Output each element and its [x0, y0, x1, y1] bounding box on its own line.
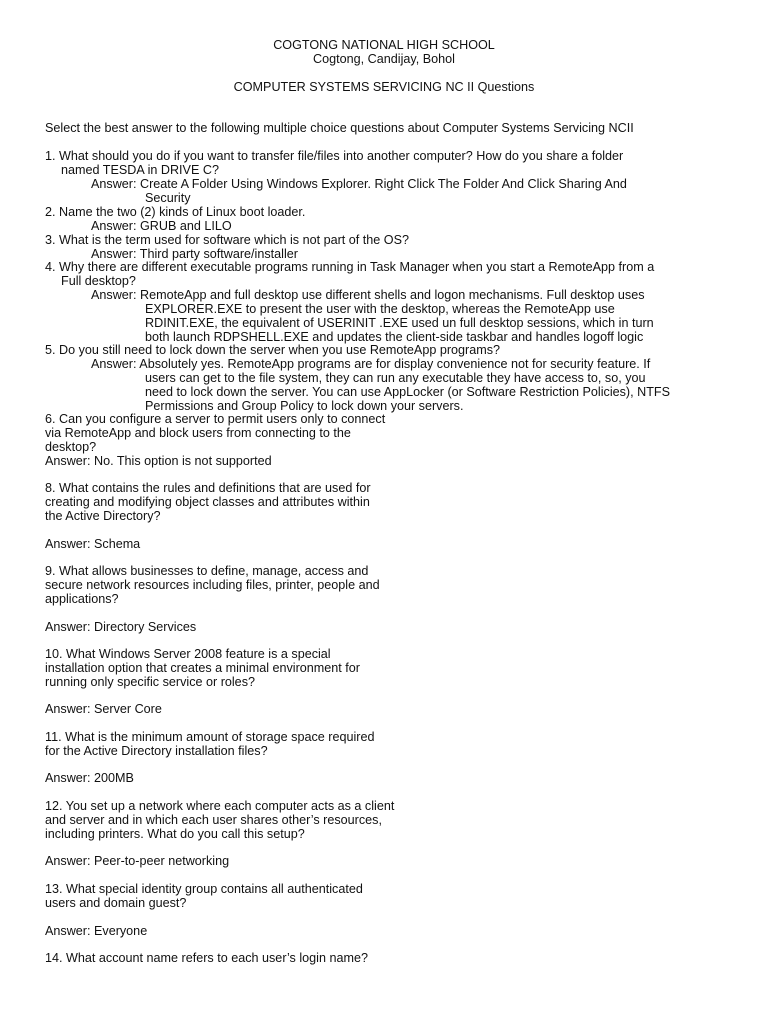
answer-8: Answer: Schema — [45, 537, 141, 551]
school-name: COGTONG NATIONAL HIGH SCHOOL — [273, 38, 495, 52]
question-10-cont: installation option that creates a minimal environment for — [45, 661, 361, 675]
instructions: Select the best answer to the following multiple choice questions about Computer Systems Servicing NCII — [45, 121, 634, 135]
answer-5-cont: users can get to the file system, they can run any executable they have access to, so, you — [145, 371, 646, 385]
answer-4: Answer: RemoteApp and full desktop use different shells and logon mechanisms. Full desktop uses — [91, 288, 645, 302]
question-6-cont: desktop? — [45, 440, 97, 454]
question-13: 13. What special identity group contains all authenticated — [45, 882, 363, 896]
question-11: 11. What is the minimum amount of storage space required — [45, 730, 375, 744]
question-12-cont: and server and in which each user shares other’s resources, — [45, 813, 382, 827]
question-6: 6. Can you configure a server to permit users only to connect — [45, 412, 386, 426]
answer-1-cont: Security — [145, 191, 191, 205]
question-1: 1. What should you do if you want to transfer file/files into another computer? How do you share a folder — [45, 149, 624, 163]
answer-10: Answer: Server Core — [45, 702, 162, 716]
answer-3: Answer: Third party software/installer — [91, 247, 298, 261]
answer-5-cont: Permissions and Group Policy to lock down your servers. — [145, 399, 464, 413]
question-12-cont: including printers. What do you call this setup? — [45, 827, 305, 841]
answer-4-cont: both launch RDPSHELL.EXE and updates the client-side taskbar and handles logoff logic — [145, 330, 644, 344]
question-9: 9. What allows businesses to define, manage, access and — [45, 564, 369, 578]
school-address: Cogtong, Candijay, Bohol — [313, 52, 455, 66]
question-11-cont: for the Active Directory installation files? — [45, 744, 268, 758]
question-1-cont: named TESDA in DRIVE C? — [61, 163, 219, 177]
answer-4-cont: EXPLORER.EXE to present the user with the desktop, whereas the RemoteApp use — [145, 302, 615, 316]
question-3: 3. What is the term used for software which is not part of the OS? — [45, 233, 409, 247]
answer-9: Answer: Directory Services — [45, 620, 197, 634]
question-13-cont: users and domain guest? — [45, 896, 187, 910]
question-2: 2. Name the two (2) kinds of Linux boot loader. — [45, 205, 306, 219]
question-9-cont: applications? — [45, 592, 119, 606]
answer-5-cont: need to lock down the server. You can use AppLocker (or Software Restriction Policies), NTFS — [145, 385, 671, 399]
question-14: 14. What account name refers to each user’s login name? — [45, 951, 368, 965]
answer-13: Answer: Everyone — [45, 924, 148, 938]
document-title: COMPUTER SYSTEMS SERVICING NC II Questions — [233, 80, 535, 94]
answer-4-cont: RDINIT.EXE, the equivalent of USERINIT .EXE used un full desktop sessions, which in turn — [145, 316, 654, 330]
question-4-cont: Full desktop? — [61, 274, 136, 288]
answer-12: Answer: Peer-to-peer networking — [45, 854, 230, 868]
answer-1: Answer: Create A Folder Using Windows Explorer. Right Click The Folder And Click Sharing And — [91, 177, 627, 191]
question-8-cont: creating and modifying object classes and attributes within — [45, 495, 370, 509]
question-4: 4. Why there are different executable programs running in Task Manager when you start a RemoteApp from a — [45, 260, 655, 274]
question-8: 8. What contains the rules and definitions that are used for — [45, 481, 371, 495]
question-10: 10. What Windows Server 2008 feature is a special — [45, 647, 331, 661]
question-5: 5. Do you still need to lock down the server when you use RemoteApp programs? — [45, 343, 501, 357]
answer-2: Answer: GRUB and LILO — [91, 219, 232, 233]
question-6-cont: via RemoteApp and block users from connecting to the — [45, 426, 351, 440]
answer-11: Answer: 200MB — [45, 771, 134, 785]
question-10-cont: running only specific service or roles? — [45, 675, 255, 689]
answer-5: Answer: Absolutely yes. RemoteApp programs are for display convenience not for security feature. If — [91, 357, 651, 371]
question-9-cont: secure network resources including files, printer, people and — [45, 578, 380, 592]
question-8-cont: the Active Directory? — [45, 509, 161, 523]
answer-6: Answer: No. This option is not supported — [45, 454, 272, 468]
question-12: 12. You set up a network where each computer acts as a client — [45, 799, 395, 813]
